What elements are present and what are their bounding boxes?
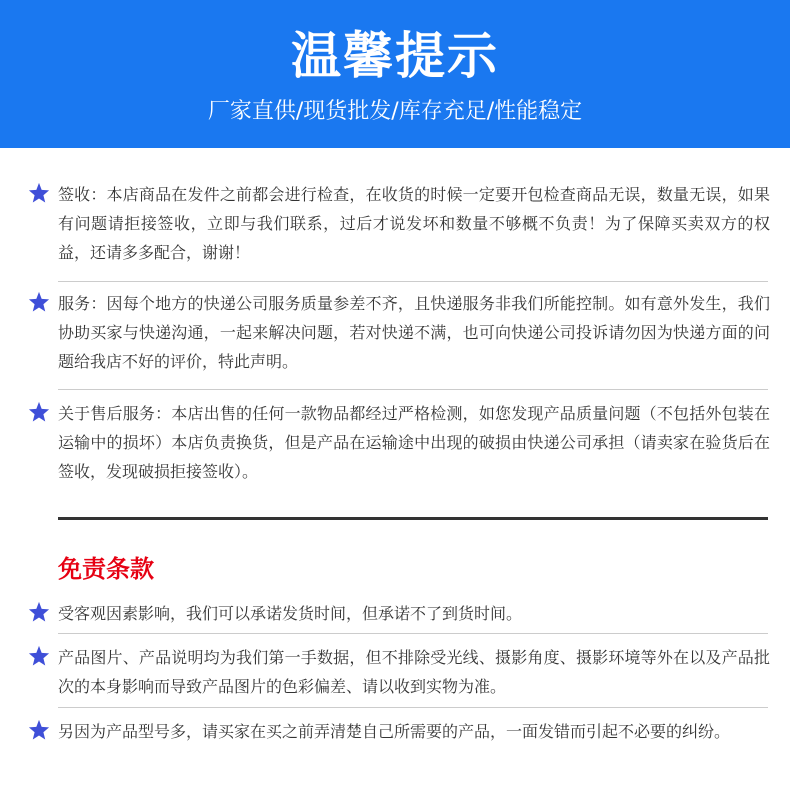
- notice-text: 签收：本店商品在发件之前都会进行检查，在收货的时候一定要开包检查商品无误，数量无误，如果有问题请拒接签收，立即与我们联系，过后才说发坏和数量不够概不负责！为了保障买卖双方的权益，还请多多配合，谢谢！: [58, 185, 770, 262]
- page-title: 温馨提示: [291, 27, 499, 85]
- notice-text: 服务：因每个地方的快递公司服务质量参差不齐，且快递服务非我们所能控制。如有意外发生，我们协助买家与快递沟通，一起来解决问题，若对快递不满，也可向快递公司投诉请勿因为快递方面的问题给我店不好的评价，特此声明。: [58, 294, 770, 371]
- page-subtitle: 厂家直供/现货批发/库存充足/性能稳定: [207, 99, 583, 124]
- divider: [58, 389, 768, 390]
- star-icon: [28, 601, 50, 623]
- divider: [58, 633, 768, 634]
- disclaimer-text: 另因为产品型号多，请买家在买之前弄清楚自己所需要的产品，一面发错而引起不必要的纠纷。: [58, 722, 731, 741]
- divider: [58, 707, 768, 708]
- disclaimer-text: 产品图片、产品说明均为我们第一手数据，但不排除受光线、摄影角度、摄影环境等外在以及产品批次的本身影响而导致产品图片的色彩偏差、请以收到实物为准。: [58, 648, 770, 696]
- notice-text: 关于售后服务：本店出售的任何一款物品都经过严格检测，如您发现产品质量问题（不包括外包装在运输中的损坏）本店负责换货，但是产品在运输途中出现的破损由快递公司承担（请卖家在验货后在签收，发现破损拒接签收）。: [58, 404, 770, 481]
- star-icon: [28, 182, 50, 204]
- star-icon: [28, 291, 50, 313]
- star-icon: [28, 401, 50, 423]
- section-divider: [58, 517, 768, 520]
- disclaimer-title: 免责条款: [58, 555, 154, 583]
- header-banner: [0, 0, 790, 148]
- star-icon: [28, 719, 50, 741]
- star-icon: [28, 645, 50, 667]
- disclaimer-text: 受客观因素影响，我们可以承诺发货时间，但承诺不了到货时间。: [58, 604, 523, 623]
- divider: [58, 281, 768, 282]
